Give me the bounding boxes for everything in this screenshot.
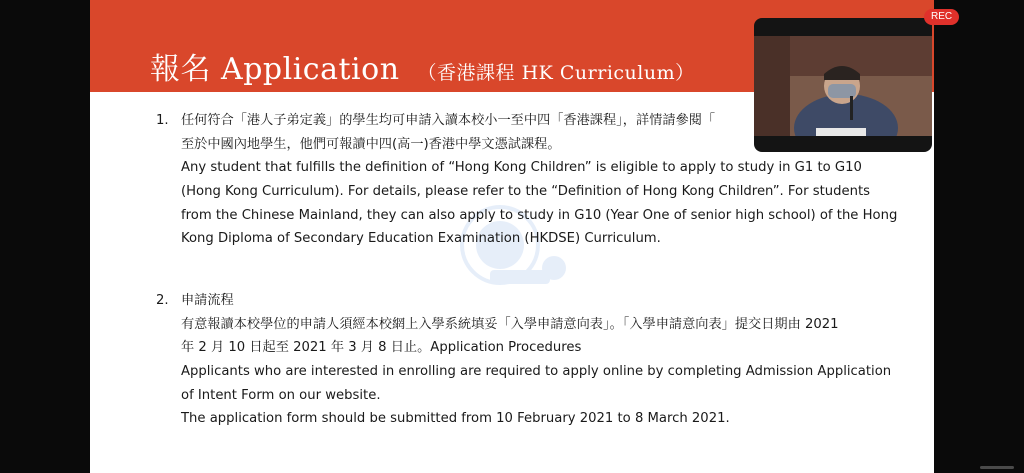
list-item-number: 1. [156, 113, 169, 128]
item-2-english-text-2: The application form should be submitted from 10 February 2021 to 8 March 2021. [181, 411, 730, 427]
item-2-heading: 申請流程 [181, 293, 234, 308]
item-1-english-text: Any student that fulfills the definition of “Hong Kong Children” is eligible to apply to study in G1 to G10 (Hong Kong Curriculum). For details, please refer to the “Definition of Hong Kong Children”. For students from the Chinese Mainland, they can also apply to study in G10 (Year One of senior high school) of the Hong Kong Diploma of Secondary Education Examination (HKDSE) Curriculum. [181, 160, 898, 247]
scroll-indicator[interactable] [980, 466, 1014, 469]
item-1-chinese-line-1: 任何符合「港人子弟定義」的學生均可申請入讀本校小一至中四「香港課程」，詳情請參閱「 [181, 113, 716, 128]
slide-title-main: 報名 Application [150, 52, 400, 87]
item-2-chinese-line-2: 年 2 月 10 日起至 2021 年 3 月 8 日止。Application Procedures [181, 340, 582, 356]
item-2-chinese-line-1: 有意報讀本校學位的申請人須經本校網上入學系統填妥「入學申請意向表」。「入學申請意向表」提交日期由 2021 [181, 316, 839, 332]
item-2-english-text: Applicants who are interested in enrolling are required to apply online by completing Admission Application of Intent Form on our website. [181, 364, 892, 403]
slide-title-subtitle: （香港課程 HK Curriculum） [417, 62, 695, 84]
recording-badge: REC [924, 9, 959, 25]
slide-title [150, 44, 695, 88]
item-1-chinese-line-2: 至於中國內地學生，他們可報讀中四(高一)香港中學文憑試課程。 [181, 136, 561, 152]
speaker-video-thumbnail[interactable] [754, 18, 932, 152]
list-item-body [181, 289, 901, 431]
speaker-video-icon [754, 36, 932, 136]
list-item-number: 2. [156, 293, 169, 308]
